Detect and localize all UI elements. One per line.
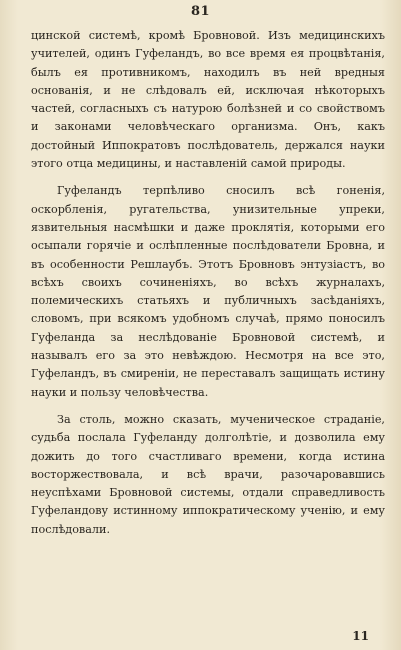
- paragraph-gap: [31, 173, 385, 182]
- paragraph-1: цинской системѣ, кромѣ Бровновой. Изъ медицинскихъ учителей, одинъ Гуфеландъ, во все время ея процвѣтанія, былъ ея противникомъ, находилъ въ ней вредныя основанія, и не слѣдовалъ ей, исключая нѣкоторыхъ частей, согласныхъ съ натурою болѣзней и со свойствомъ и законами человѣческаго организма. Онъ, какъ достойный Иппократовъ послѣдователь, держался науки этого отца медицины, и наставленій самой природы.: [31, 29, 385, 171]
- page-number: 81: [190, 4, 211, 19]
- paragraph-2: Гуфеландъ терпѣливо сносилъ всѣ гоненія, оскорбленія, ругательства, унизительные упреки, язвительныя насмѣшки и даже проклятія, которыми его осыпали горячіе и ослѣпленные послѣдователи Бровна, и въ особенности Решлаубъ. Этотъ Бровновъ энтузіастъ, во всѣхъ своихъ сочиненіяхъ, во всѣхъ журналахъ, полемическихъ статьяхъ и публичныхъ засѣданіяхъ, словомъ, при всякомъ удобномъ случаѣ, прямо поносилъ Гуфеланда за неслѣдованіе Бровновой системѣ, и называлъ его за это невѣждою. Несмотря на все это, Гуфеландъ, въ смиреніи, не переставалъ защищать истину науки и пользу человѣчества.: [31, 184, 385, 399]
- page-body: [31, 27, 385, 539]
- paragraph-gap: [31, 402, 385, 411]
- signature-mark: 11: [352, 629, 369, 643]
- paragraph-3: За столь, можно сказать, мученическое страданіе, судьба послала Гуфеланду долголѣтіе, и дозволила ему дожить до того счастливаго времени, когда истина восторжествовала, и всѣ врачи, разочаровавшись неуспѣхами Бровновой системы, отдали справедливость Гуфеландову истинному иппократическому ученію, и ему послѣдовали.: [31, 412, 385, 536]
